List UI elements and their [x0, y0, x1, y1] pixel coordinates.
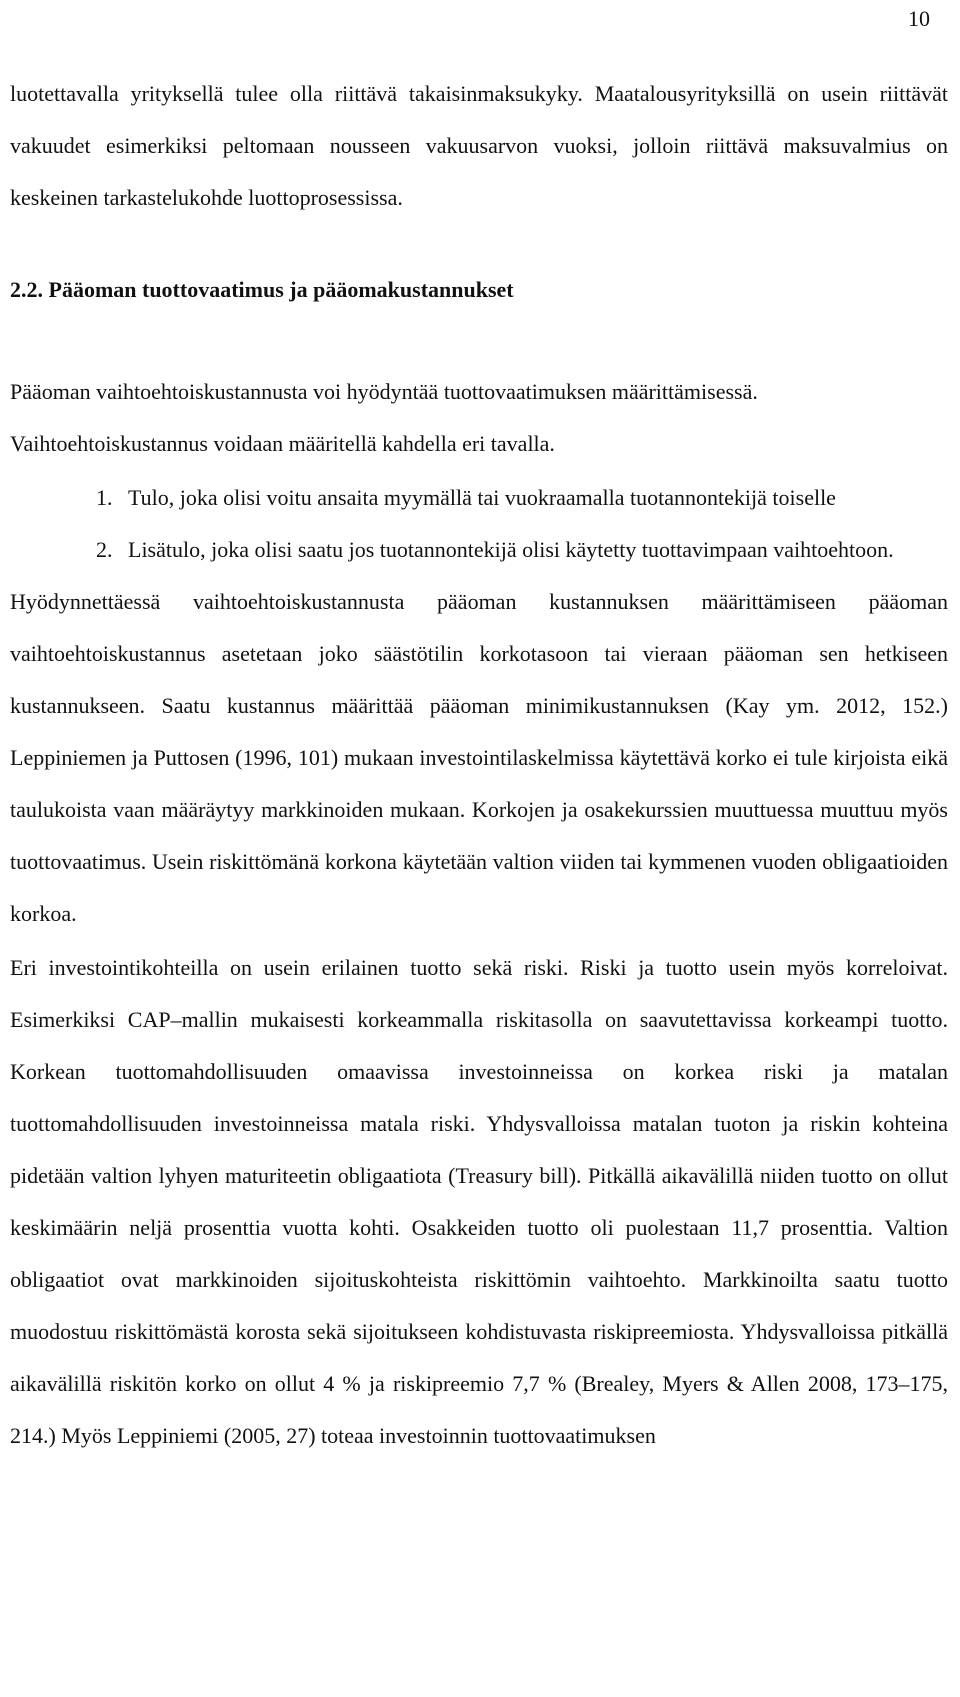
section-title: Pääoman tuottovaatimus ja pääomakustannukset [48, 277, 514, 302]
list-item [10, 524, 948, 576]
paragraph-riski-ja-tuotto: Eri investointikohteilla on usein erilainen tuotto sekä riski. Riski ja tuotto usein myös korreloivat. Esimerkiksi CAP–mallin mukaisesti korkeammalla riskitasolla on saavutettavissa korkeampi tuotto. Korkean tuottomahdollisuuden omaavissa investoinneissa on korkea riski ja matalan tuottomahdollisuuden investoinneissa matala riski. Yhdysvalloissa matalan tuoton ja riskin kohteina pidetään valtion lyhyen maturiteetin obligaatiota (Treasury bill). Pitkällä aikavälillä niiden tuotto on ollut keskimäärin neljä prosenttia vuotta kohti. Osakkeiden tuotto oli puolestaan 11,7 prosenttia. Valtion obligaatiot ovat markkinoiden sijoituskohteista riskittömin vaihtoehto. Markkinoilta saatu tuotto muodostuu riskittömästä korosta sekä sijoitukseen kohdistuvasta riskipreemiosta. Yhdysvalloissa pitkällä aikavälillä riskitön korko on ollut 4 % ja riskipreemio 7,7 % (Brealey, Myers & Allen 2008, 173–175, 214.) Myös Leppiniemi (2005, 27) toteaa investoinnin tuottovaatimuksen [10, 955, 948, 1448]
list-item [10, 472, 948, 524]
list-item-text: Lisätulo, joka olisi saatu jos tuotannontekijä olisi käytetty tuottavimpaan vaihtoehtoon. [128, 537, 894, 562]
document-body [0, 68, 948, 1462]
list-item-number: 2. [96, 537, 113, 562]
section-heading [10, 264, 948, 316]
paragraph-vaihtoehtoiskustannus: Pääoman vaihtoehtoiskustannusta voi hyödyntää tuottovaatimuksen määrittämisessä. Vaihtoehtoiskustannus voidaan määritellä kahdella eri tavalla. [10, 379, 758, 456]
numbered-list [10, 472, 948, 576]
paragraph-paaoman-kustannus: Hyödynnettäessä vaihtoehtoiskustannusta pääoman kustannuksen määrittämiseen pääoman vaihtoehtoiskustannus asetetaan joko säästötilin korkotasoon tai vieraan pääoman sen hetkiseen kustannukseen. Saatu kustannus määrittää pääoman minimikustannuksen (Kay ym. 2012, 152.) Leppiniemen ja Puttosen (1996, 101) mukaan investointilaskelmissa käytettävä korko ei tule kirjoista eikä taulukoista vaan määräytyy markkinoiden mukaan. Korkojen ja osakekurssien muuttuessa muuttuu myös tuottovaatimus. Usein riskittömänä korkona käytetään valtion viiden tai kymmenen vuoden obligaatioiden korkoa. [10, 589, 948, 926]
list-item-text: Tulo, joka olisi voitu ansaita myymällä tai vuokraamalla tuotannontekijä toiselle [128, 485, 836, 510]
list-item-number: 1. [96, 485, 113, 510]
intro-paragraph: luotettavalla yrityksellä tulee olla riittävä takaisinmaksukyky. Maatalousyrityksillä on usein riittävät vakuudet esimerkiksi peltomaan nousseen vakuusarvon vuoksi, jolloin riittävä maksuvalmius on keskeinen tarkastelukohde luottoprosessissa. [10, 81, 948, 210]
page-number: 10 [908, 6, 930, 31]
section-number: 2.2. [10, 277, 43, 302]
